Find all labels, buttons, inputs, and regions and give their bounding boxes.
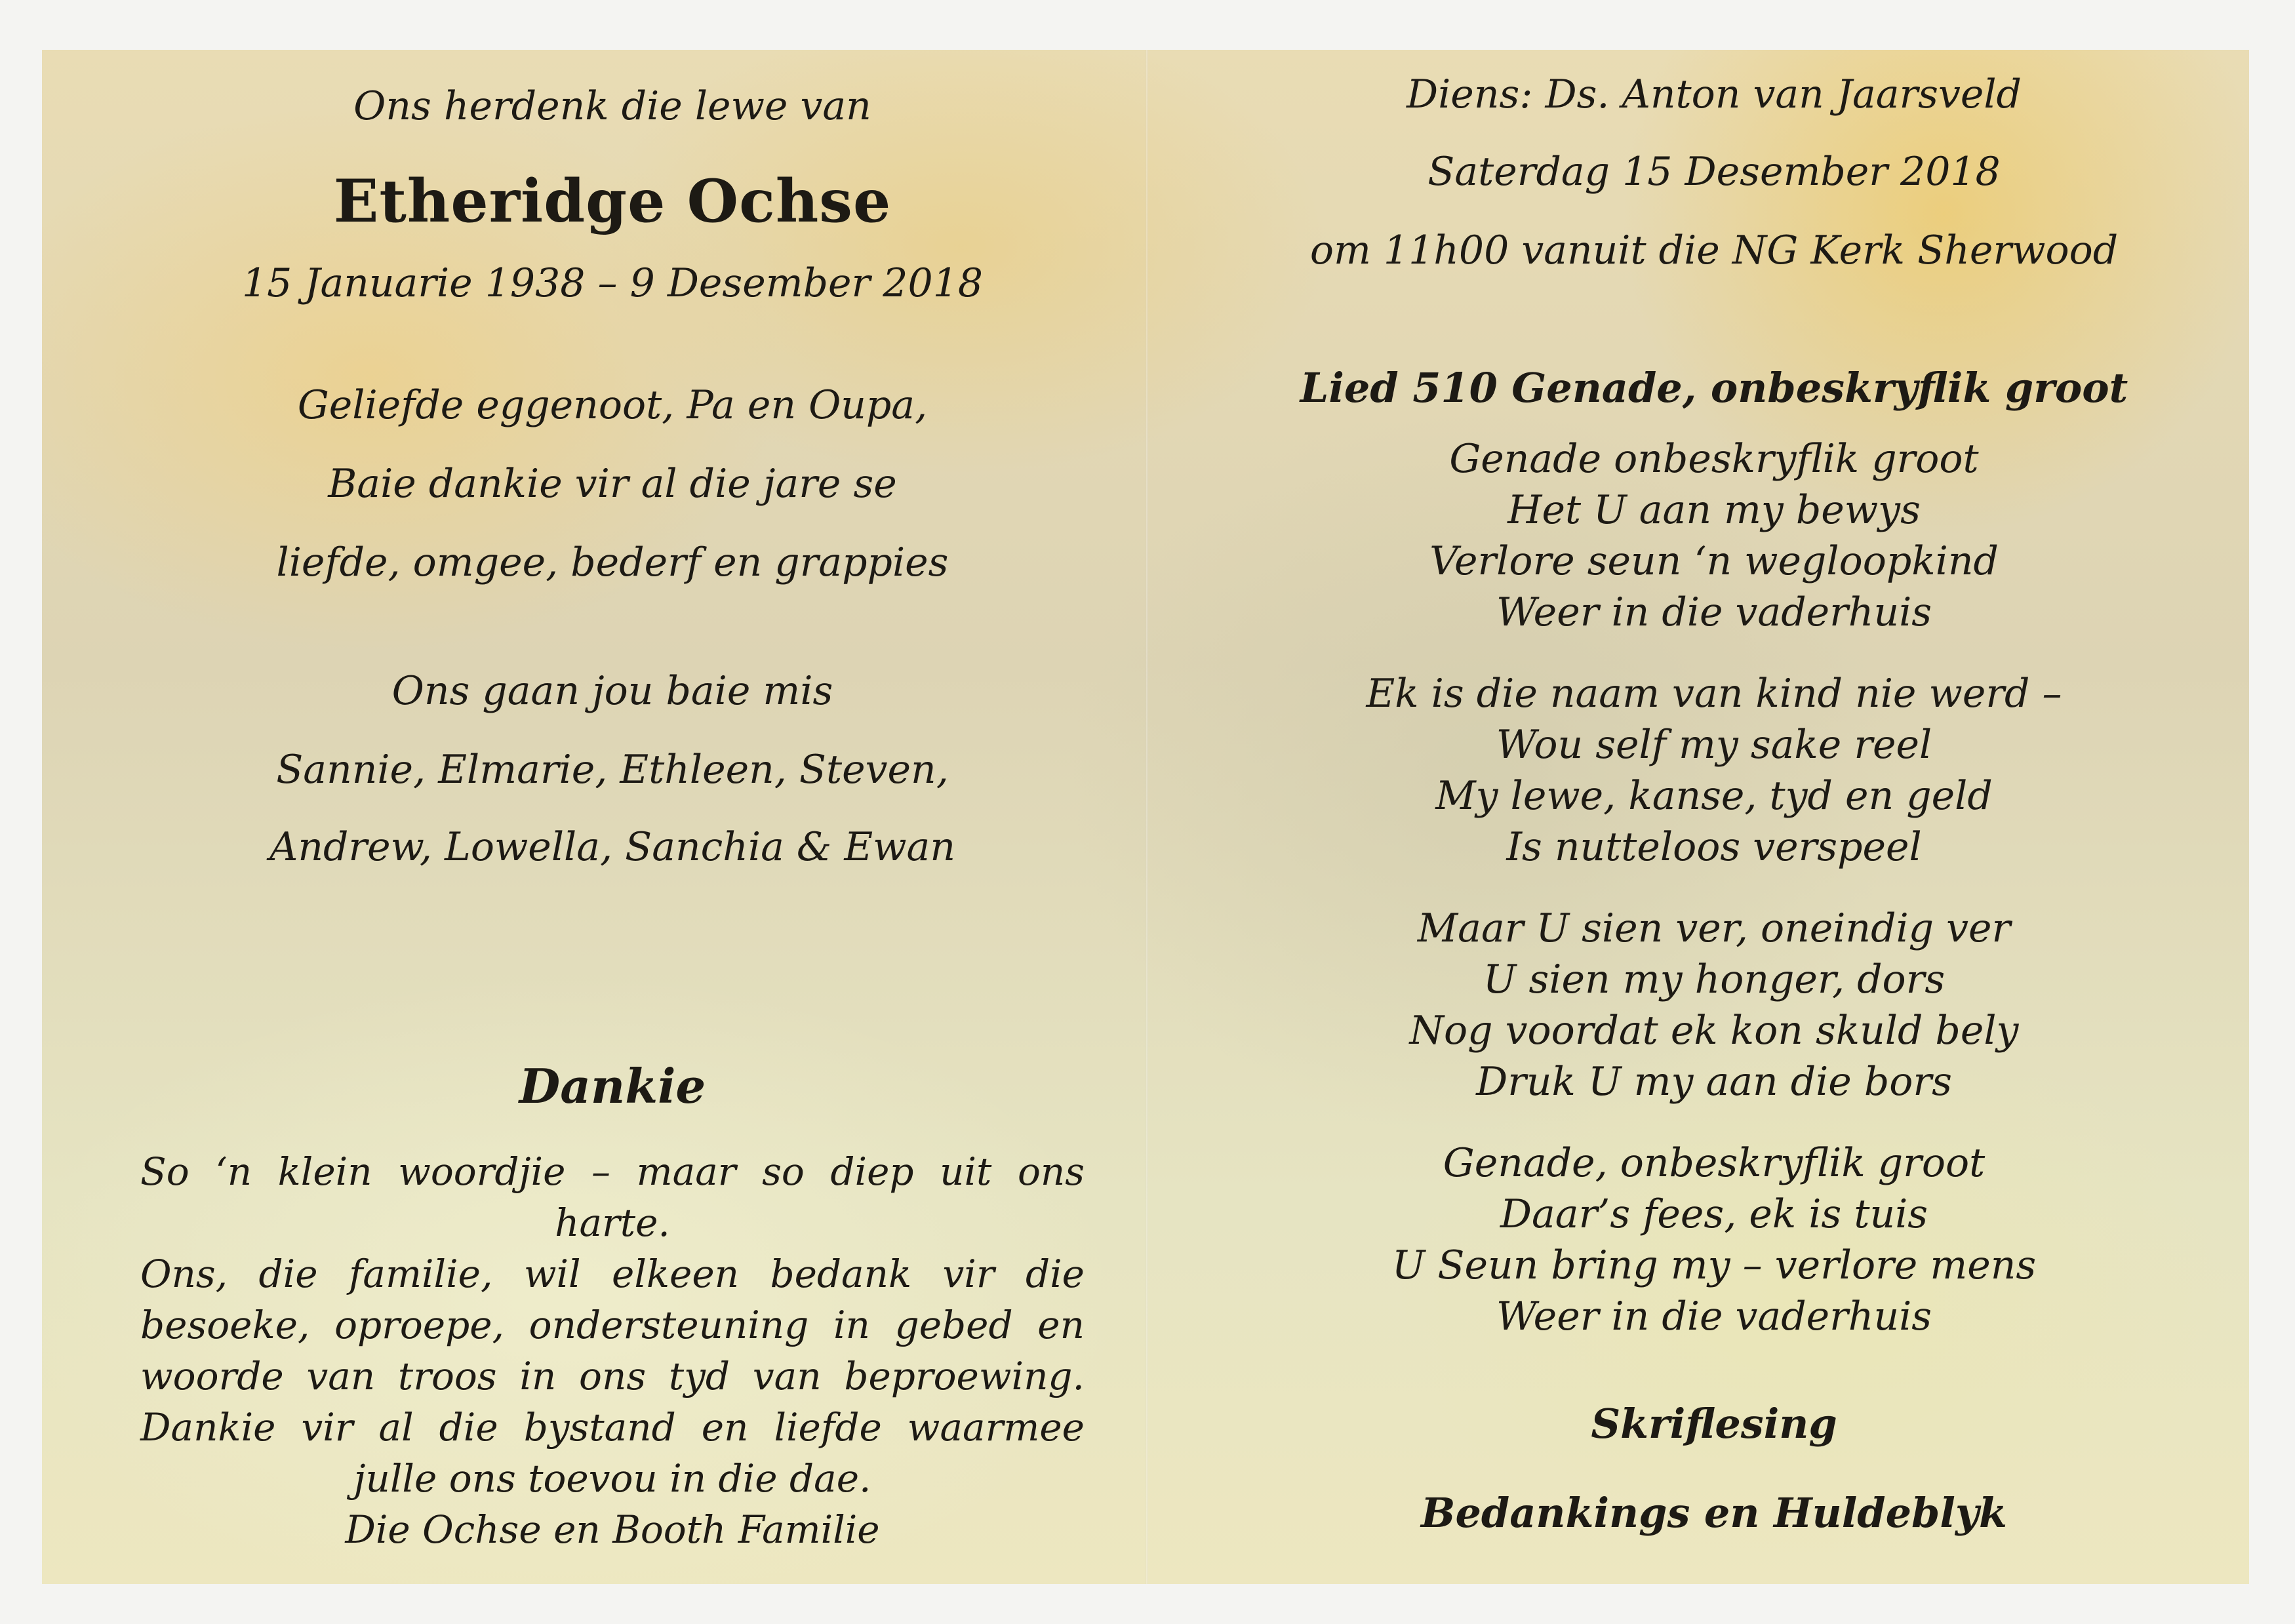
miss-line: Ons gaan jou baie mis: [391, 668, 833, 714]
verse-line: Weer in die vaderhuis: [1496, 1294, 1932, 1339]
service-date: Saterdag 15 Desember 2018: [1427, 149, 2001, 195]
right-panel: [1216, 50, 2212, 1584]
verse-line: Genade, onbeskryflik groot: [1443, 1140, 1986, 1186]
thanks-line: harte.: [555, 1200, 670, 1245]
verse-line: Het U aan my bewys: [1507, 487, 1921, 533]
tribute-line: liefde, omgee, bederf en grappies: [276, 540, 949, 585]
thanks-line: Dankie vir al die bystand en liefde waarmee: [140, 1405, 1085, 1450]
verse-line: U sien my honger, dors: [1483, 957, 1946, 1002]
memorial-card: [42, 50, 2249, 1584]
intro-line: Ons herdenk die lewe van: [353, 83, 871, 129]
thanks-line: woorde van troos in ons tyd van beproewing.: [140, 1354, 1085, 1398]
verse-line: Ek is die naam van kind nie werd –: [1366, 671, 2062, 717]
verse-line: Daar’s fees, ek is tuis: [1500, 1191, 1928, 1237]
verse-line: Maar U sien ver, oneindig ver: [1417, 905, 2011, 951]
thanks-line: So ‘n klein woordjie – maar so diep uit ons: [140, 1149, 1085, 1194]
thanks-paragraph: [140, 1146, 1085, 1555]
verse-line: Nog voordat ek kon skuld bely: [1409, 1008, 2019, 1054]
service-time-place: om 11h00 vanuit die NG Kerk Sherwood: [1309, 228, 2119, 273]
verse-line: Is nutteloos verspeel: [1506, 824, 1922, 870]
thanks-signoff: Die Ochse en Booth Familie: [345, 1507, 880, 1552]
verse-line: My lewe, kanse, tyd en geld: [1435, 773, 1993, 819]
tribute-line: Baie dankie vir al die jare se: [328, 461, 897, 507]
thanks-title: Dankie: [519, 1058, 706, 1114]
left-panel: [81, 50, 1144, 1584]
thanks-line: besoeke, oproepe, ondersteuning in gebed en: [140, 1303, 1085, 1347]
card-fold: [1146, 50, 1148, 1584]
family-line: Andrew, Lowella, Sanchia & Ewan: [269, 824, 955, 870]
verse-line: Wou self my sake reel: [1496, 722, 1932, 768]
verse-line: Genade onbeskryflik groot: [1449, 436, 1979, 482]
hymn-title: Lied 510 Genade, onbeskryflik groot: [1300, 364, 2128, 412]
verse-line: Weer in die vaderhuis: [1496, 589, 1932, 635]
tribute-line: Geliefde eggenoot, Pa en Oupa,: [297, 382, 928, 428]
thanks-and-tribute: Bedankings en Huldeblyk: [1421, 1489, 2007, 1537]
verse-line: Verlore seun ‘n wegloopkind: [1429, 538, 1999, 584]
thanks-line: julle ons toevou in die dae.: [353, 1456, 871, 1501]
life-dates: 15 Januarie 1938 – 9 Desember 2018: [241, 260, 983, 306]
thanks-line: Ons, die familie, wil elkeen bedank vir die: [140, 1252, 1085, 1296]
service-officiant: Diens: Ds. Anton van Jaarsveld: [1407, 71, 2022, 117]
deceased-name: Etheridge Ochse: [333, 167, 892, 236]
scripture-reading: Skriflesing: [1591, 1400, 1837, 1448]
verse-line: U Seun bring my – verlore mens: [1391, 1242, 2037, 1288]
verse-line: Druk U my aan die bors: [1476, 1059, 1952, 1105]
family-line: Sannie, Elmarie, Ethleen, Steven,: [276, 747, 949, 793]
